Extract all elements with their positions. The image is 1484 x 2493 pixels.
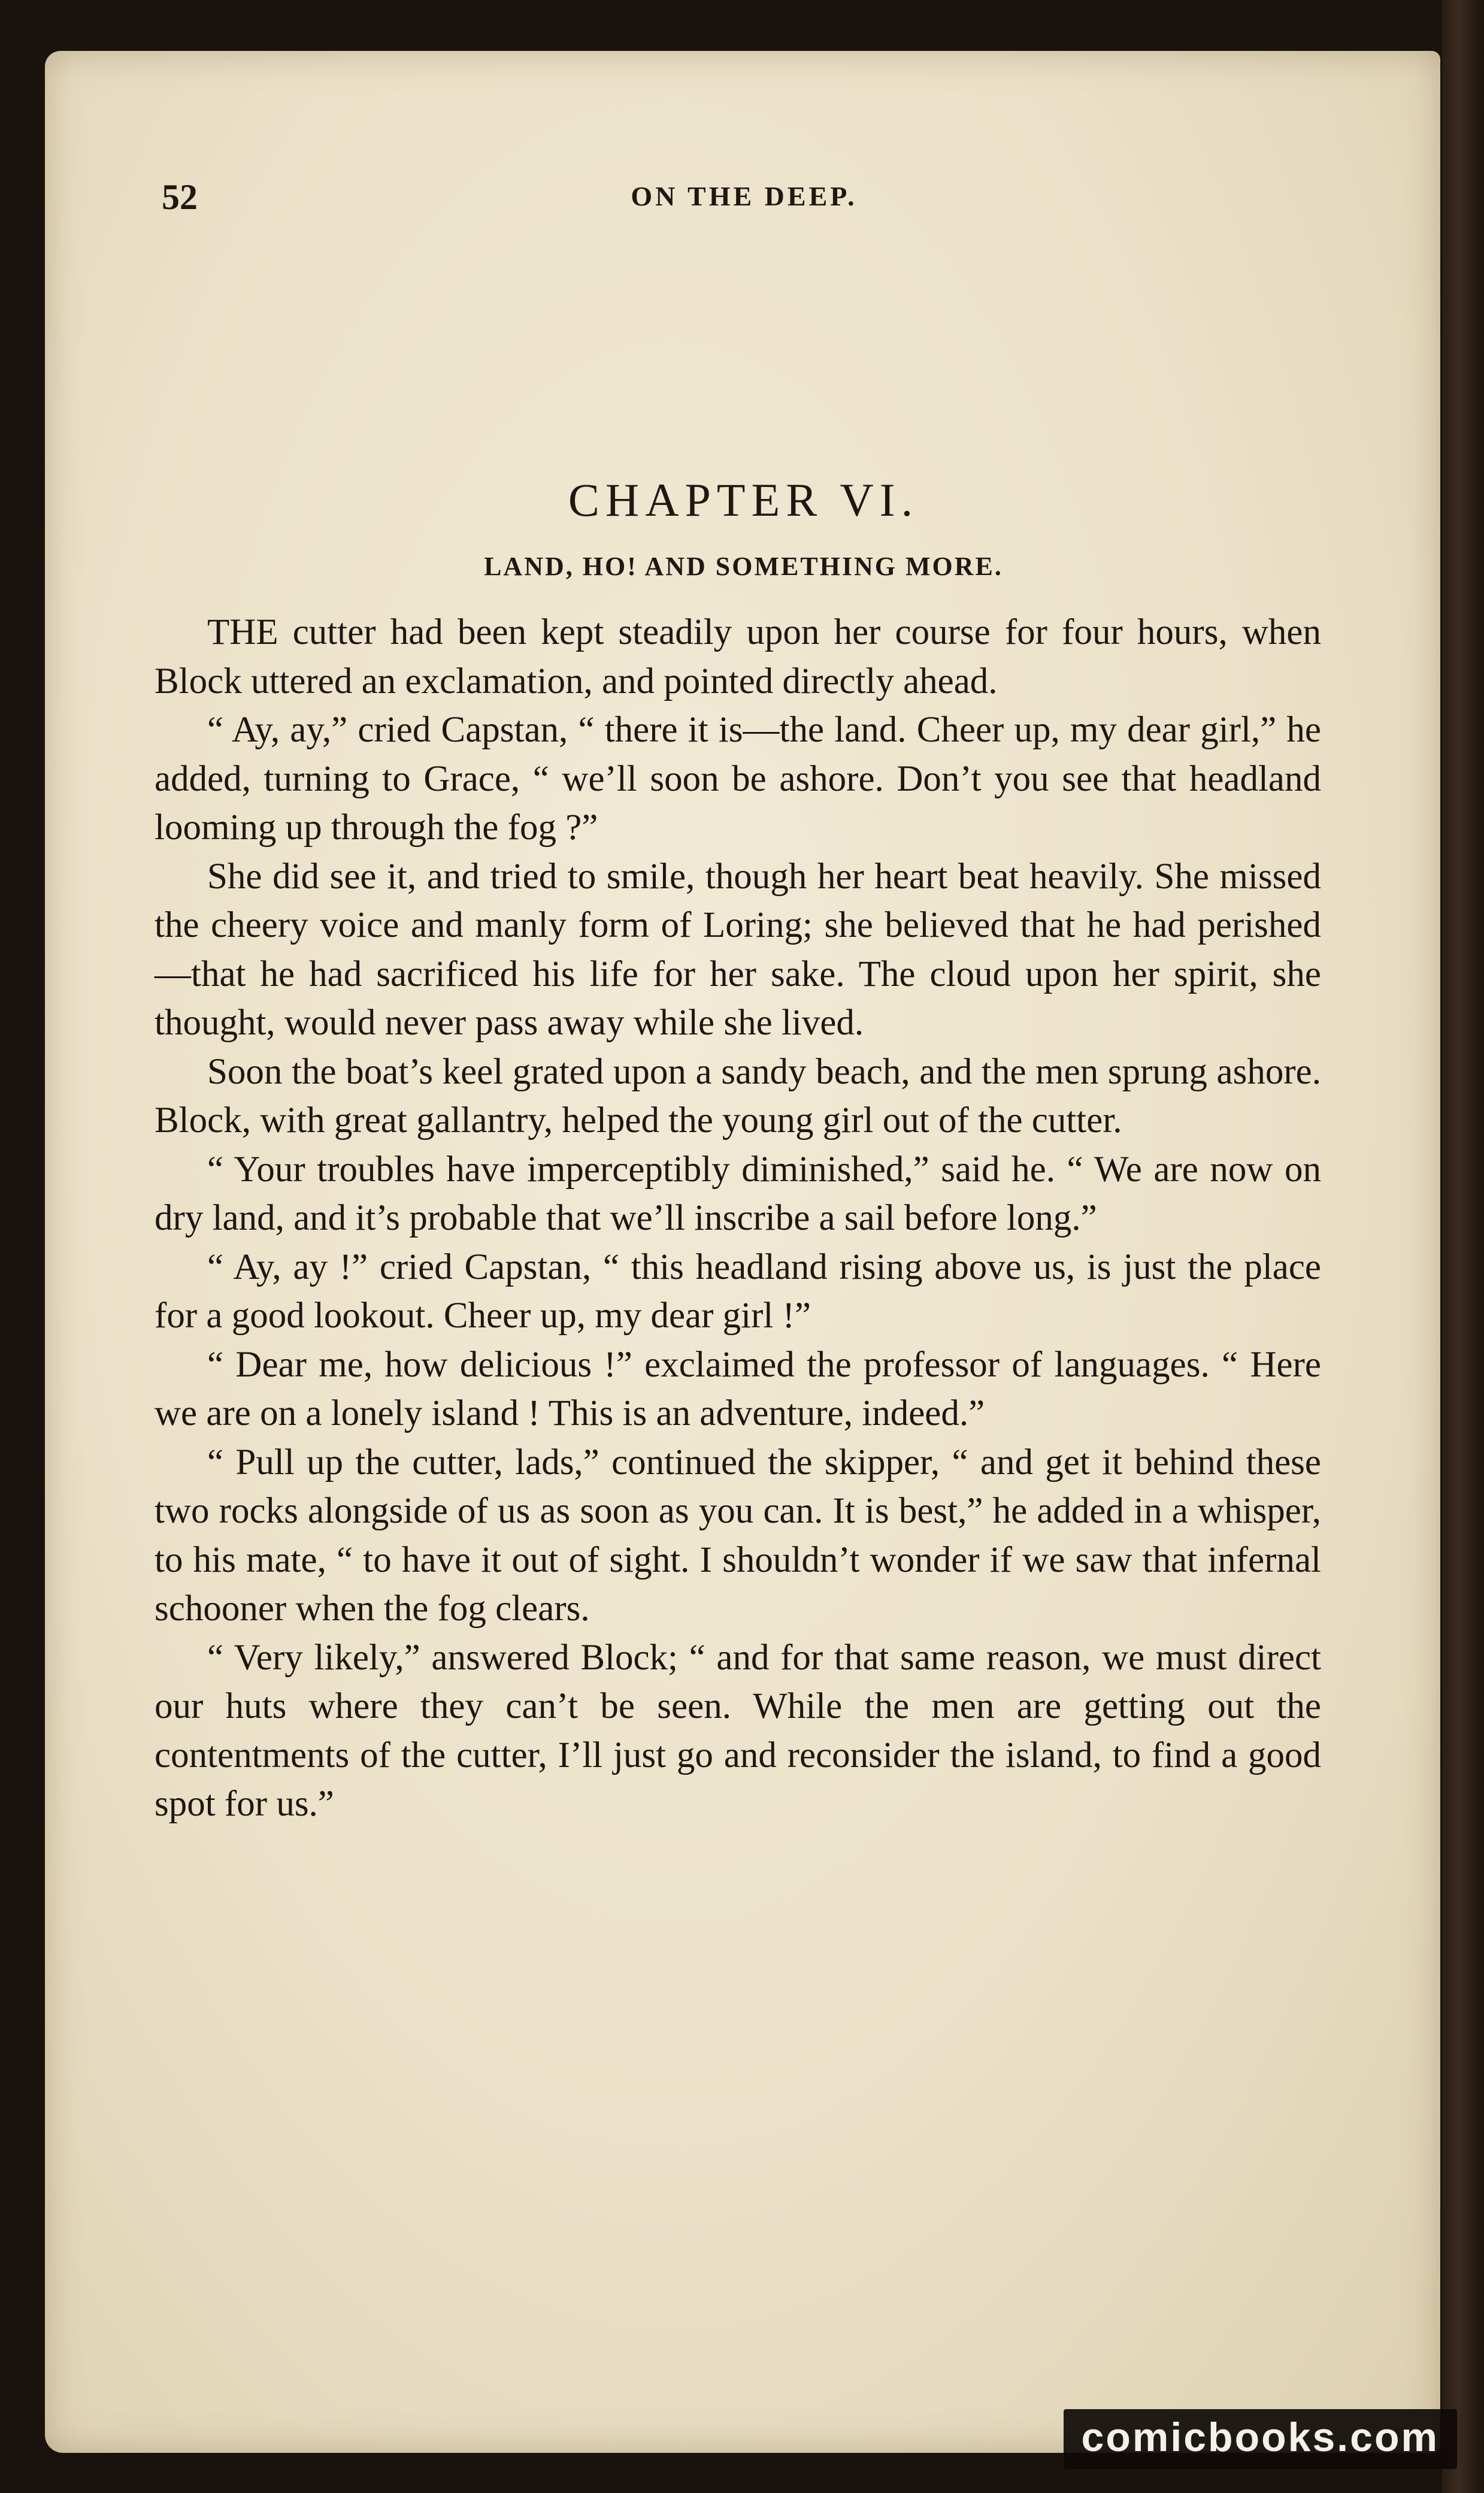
paragraph: THE cutter had been kept steadily upon her course for four hours, when Block uttered an exclamation, and pointed directly ahead. <box>155 612 1321 701</box>
page-header <box>162 177 1326 225</box>
paragraph: “ Very likely,” answered Block; “ and for that same reason, we must direct our huts where they can’t be seen. While the men are getting out the contentments of the cutter, I’ll just go and reconsider the island, to find a good spot for us.” <box>155 1637 1321 1824</box>
chapter-title: CHAPTER VI. <box>568 474 919 526</box>
running-head: ON THE DEEP. <box>631 181 858 211</box>
paragraph: She did see it, and tried to smile, though her heart beat heavily. She missed the cheery voice and manly form of Loring; she believed that he had perished—that he had sacrificed his life for her sake. The cloud upon her spirit, she thought, would never pass away while she lived. <box>155 856 1321 1043</box>
paragraph: “ Your troubles have imperceptibly diminished,” said he. “ We are now on dry land, and it’s probable that we’ll inscribe a sail before long.” <box>155 1149 1321 1238</box>
paragraph: “ Pull up the cutter, lads,” continued the skipper, “ and get it behind these two rocks alongside of us as soon as you can. It is best,” he added in a whisper, to his mate, “ to have it out of sight. I shouldn’t wonder if we saw that infernal schooner when the fog clears. <box>155 1442 1321 1629</box>
paragraph: “ Ay, ay,” cried Capstan, “ there it is—the land. Cheer up, my dear girl,” he added, turning to Grace, “ we’ll soon be ashore. Don’t you see that headland looming up through the fog ?” <box>155 710 1321 848</box>
paragraph: “ Ay, ay !” cried Capstan, “ this headland rising above us, is just the place for a good lookout. Cheer up, my dear girl !” <box>155 1246 1321 1336</box>
page-number: 52 <box>162 177 198 217</box>
paragraph: “ Dear me, how delicious !” exclaimed the professor of languages. “ Here we are on a lonely island ! This is an adventure, indeed.” <box>155 1344 1321 1433</box>
site-watermark: comicbooks.com <box>1064 2409 1458 2469</box>
book-spine <box>1442 0 1484 2493</box>
paragraph: Soon the boat’s keel grated upon a sandy beach, and the men sprung ashore. Block, with great gallantry, helped the young girl out of the cutter. <box>155 1051 1321 1140</box>
body-text <box>155 608 1321 1829</box>
chapter-subtitle: LAND, HO! AND SOMETHING MORE. <box>484 552 1003 581</box>
